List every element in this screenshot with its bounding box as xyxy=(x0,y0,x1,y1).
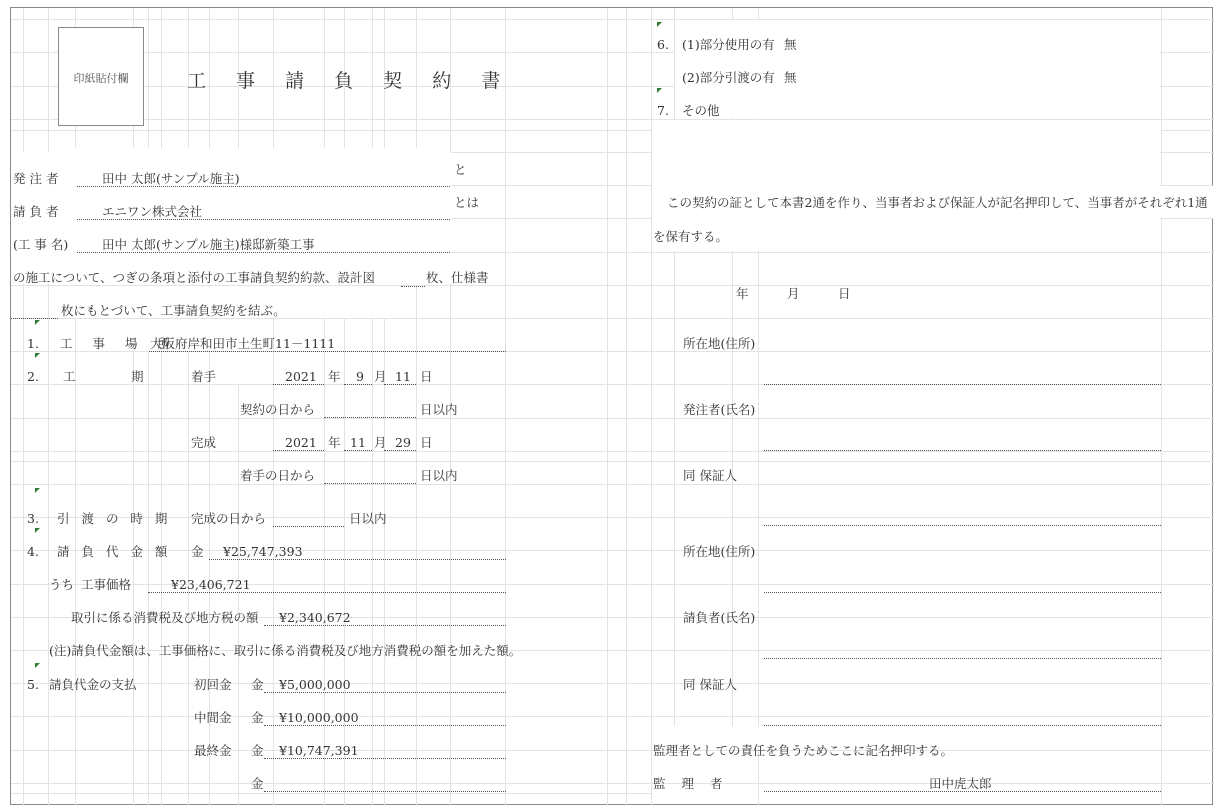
of-which-label: うち xyxy=(49,577,75,592)
revenue-stamp-box xyxy=(58,27,144,126)
contractor-name-label: 請負者(氏名) xyxy=(683,610,756,625)
orderer-label: 発 注 者 xyxy=(13,171,59,186)
complete-year[interactable]: 2021 xyxy=(285,435,317,450)
clause3-label: 引 渡 の 時 期 xyxy=(57,511,172,526)
contractor-address-label: 所在地(住所) xyxy=(683,544,756,559)
clause6-line2-value[interactable]: 無 xyxy=(784,70,797,85)
cell-comment-marker xyxy=(35,663,40,668)
clause4-number: 4. xyxy=(27,544,39,559)
clause4-kin: 金 xyxy=(191,544,204,559)
payment-kin-4: 金 xyxy=(251,776,264,791)
tax-label: 取引に係る消費税及び地方税の額 xyxy=(71,610,259,625)
clause5-label: 請負代金の支払 xyxy=(49,677,137,692)
complete-day-unit: 日 xyxy=(420,435,433,450)
cell-comment-marker xyxy=(657,88,662,93)
from-start-label: 着手の日から xyxy=(240,468,316,483)
start-day-unit: 日 xyxy=(420,369,433,384)
from-complete-label: 完成の日から xyxy=(191,511,267,526)
contractor-label: 請 負 者 xyxy=(13,204,59,219)
start-label: 着手 xyxy=(191,369,217,384)
payment-amount-3[interactable]: ¥10,747,391 xyxy=(279,743,359,758)
clause4-note: (注)請負代金額は、工事価格に、取引に係る消費税及び地方消費税の額を加えた額。 xyxy=(49,643,522,658)
start-month[interactable]: 9 xyxy=(356,369,364,384)
orderer-guarantor-line[interactable] xyxy=(764,525,1161,526)
contractor-value[interactable]: エニワン株式会社 xyxy=(102,204,203,219)
tax-value[interactable]: ¥2,340,672 xyxy=(279,610,351,625)
orderer-name-line[interactable] xyxy=(764,450,1161,451)
complete-month-unit: 月 xyxy=(374,435,387,450)
within-days-1: 日以内 xyxy=(420,402,458,417)
contract-sheet xyxy=(10,7,1213,805)
orderer-value[interactable]: 田中 太郎(サンプル施主) xyxy=(102,171,240,186)
intro-line1: の施工について、つぎの条項と添付の工事請負契約約款、設計図 xyxy=(13,270,376,285)
cell-comment-marker xyxy=(35,488,40,493)
payment-kin-1: 金 xyxy=(251,677,264,692)
clause6-line1: (1)部分使用の有 xyxy=(682,37,775,52)
within-days-2: 日以内 xyxy=(420,468,458,483)
orderer-guarantor-label: 同 保証人 xyxy=(683,468,737,483)
complete-day[interactable]: 29 xyxy=(395,435,411,450)
cell-comment-marker xyxy=(35,353,40,358)
contract-total[interactable]: ¥25,747,393 xyxy=(223,544,303,559)
payment-label-3: 最終金 xyxy=(194,743,232,758)
intro-line1-suffix: 枚、仕様書 xyxy=(426,270,489,285)
clause6-number: 6. xyxy=(657,37,669,52)
project-label: (工 事 名) xyxy=(13,237,69,252)
document-title: 工 事 請 負 契 約 書 xyxy=(187,70,513,92)
clause1-label: 工 事 場 所 xyxy=(60,336,178,351)
clause1-number: 1. xyxy=(27,336,39,351)
payment-amount-2[interactable]: ¥10,000,000 xyxy=(279,710,359,725)
contractor-name-line[interactable] xyxy=(764,658,1161,659)
start-year[interactable]: 2021 xyxy=(285,369,317,384)
payment-label-1: 初回金 xyxy=(194,677,232,692)
start-day[interactable]: 11 xyxy=(395,369,411,384)
clause3-within-days: 日以内 xyxy=(349,511,387,526)
contractor-address-line[interactable] xyxy=(764,592,1161,593)
start-year-unit: 年 xyxy=(328,369,341,384)
supervisor-statement: 監理者としての責任を負うためここに記名押印する。 xyxy=(653,743,954,758)
supervisor-label: 監 理 者 xyxy=(653,776,729,791)
cell-comment-marker xyxy=(657,22,662,27)
clause7-label: その他 xyxy=(682,103,720,118)
payment-kin-2: 金 xyxy=(251,710,264,725)
work-price-value[interactable]: ¥23,406,721 xyxy=(171,577,251,592)
start-month-unit: 月 xyxy=(374,369,387,384)
clause2-label-b: 期 xyxy=(131,369,144,384)
cell-comment-marker xyxy=(35,528,40,533)
payment-amount-1[interactable]: ¥5,000,000 xyxy=(279,677,351,692)
clause2-label-a: 工 xyxy=(63,369,76,384)
contractor-guarantor-label: 同 保証人 xyxy=(683,677,737,692)
intro-line2: 枚にもとづいて、工事請負契約を結ぶ。 xyxy=(61,303,286,318)
clause7-number: 7. xyxy=(657,103,669,118)
clause3-number: 3. xyxy=(27,511,39,526)
closing-day: 日 xyxy=(838,286,851,301)
cell-comment-marker xyxy=(35,320,40,325)
payment-label-2: 中間金 xyxy=(194,710,232,725)
orderer-address-label: 所在地(住所) xyxy=(683,336,756,351)
work-price-label: 工事価格 xyxy=(81,577,132,592)
complete-year-unit: 年 xyxy=(328,435,341,450)
orderer-name-label: 発注者(氏名) xyxy=(683,402,756,417)
supervisor-name[interactable]: 田中虎太郎 xyxy=(929,776,992,791)
complete-label: 完成 xyxy=(191,435,217,450)
contractor-suffix: とは xyxy=(454,195,480,210)
clause6-line1-value[interactable]: 無 xyxy=(784,37,797,52)
orderer-address-line[interactable] xyxy=(764,384,1161,385)
project-value[interactable]: 田中 太郎(サンプル施主)様邸新築工事 xyxy=(102,237,315,252)
payment-kin-3: 金 xyxy=(251,743,264,758)
contractor-guarantor-line[interactable] xyxy=(764,725,1161,726)
closing-line2: を保有する。 xyxy=(653,229,729,244)
clause2-number: 2. xyxy=(27,369,39,384)
from-contract-label: 契約の日から xyxy=(240,402,316,417)
closing-month: 月 xyxy=(787,286,800,301)
closing-year: 年 xyxy=(736,286,749,301)
clause4-label: 請 負 代 金 額 xyxy=(57,544,172,559)
stamp-box-label: 印紙貼付欄 xyxy=(73,72,129,85)
closing-line1: この契約の証として本書2通を作り、当事者および保証人が記名押印して、当事者がそれぞれ1通 xyxy=(667,195,1208,210)
clause6-line2: (2)部分引渡の有 xyxy=(682,70,775,85)
clause1-value[interactable]: 大阪府岸和田市土生町11－1111 xyxy=(150,336,336,351)
orderer-suffix: と xyxy=(454,162,467,177)
clause5-number: 5. xyxy=(27,677,39,692)
complete-month[interactable]: 11 xyxy=(350,435,366,450)
